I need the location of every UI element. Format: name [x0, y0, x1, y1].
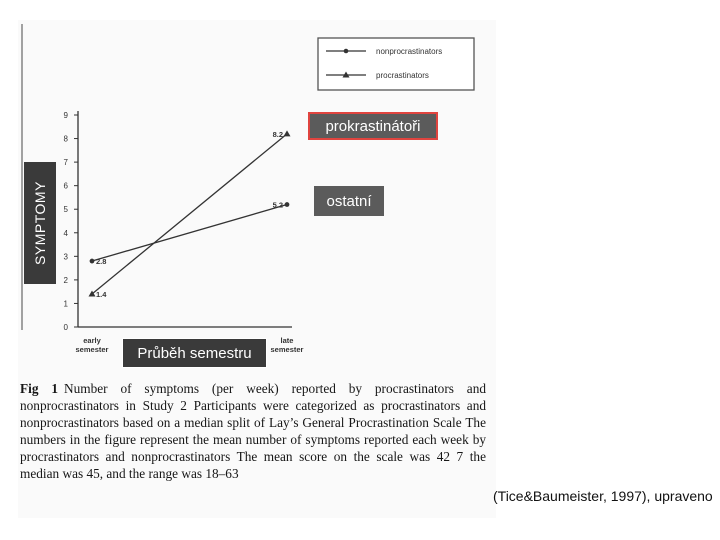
data-point-nonprocrastinators: [285, 202, 290, 207]
y-tick-label: 7: [63, 158, 68, 168]
data-label: 8.2: [272, 129, 283, 139]
y-tick-label: 0: [63, 323, 68, 332]
others-overlay-text: ostatní: [326, 192, 372, 210]
y-tick-label: 5: [63, 205, 68, 215]
y-tick-label: 6: [63, 181, 68, 191]
data-label: 2.8: [96, 257, 107, 267]
others-overlay-label: [314, 186, 384, 216]
x-axis-overlay-text: Průběh semestru: [137, 344, 252, 362]
figure-caption: [20, 380, 486, 482]
data-label: 1.4: [96, 290, 107, 300]
y-tick-labels: [64, 111, 78, 332]
legend-label-nonprocrastinators: nonprocrastinators: [376, 47, 443, 56]
y-tick-label: 2: [63, 275, 68, 285]
chart-series: [89, 130, 291, 296]
y-tick-label: 4: [63, 228, 68, 238]
data-label: 5.2: [272, 200, 283, 210]
x-category-label: late semester: [270, 336, 304, 354]
y-axis-overlay-text: SYMPTOMY: [32, 181, 48, 265]
series-line-nonprocrastinators: [92, 205, 287, 262]
x-axis-overlay-label: [122, 338, 267, 368]
y-axis-overlay-label: [24, 162, 56, 284]
procrastinators-overlay-text: prokrastinátoři: [325, 117, 421, 135]
data-point-procrastinators: [284, 130, 291, 136]
y-tick-label: 8: [63, 134, 68, 144]
source-citation: (Tice&Baumeister, 1997), upraveno: [493, 488, 713, 504]
y-tick-label: 1: [63, 299, 68, 309]
data-point-nonprocrastinators: [90, 259, 95, 264]
legend-label-procrastinators: procrastinators: [376, 71, 429, 80]
figure-caption-text: Number of symptoms (per week) reported by procrastinators and nonprocrastinators in Study 2 Participants were categorized as procrastinators and nonprocrastinators based on a median split of Lay’s General Procrastination Scale The numbers in the figure represent the mean number of symptoms reported each week by procrastinators and nonprocrastinators The mean score on the scale was 42 7 the median was 45, and the range was 18–63: [20, 381, 486, 481]
chart-legend: [318, 38, 474, 90]
chart-axes: [78, 111, 292, 327]
x-category-label: early semester: [75, 336, 109, 354]
y-tick-label: 9: [63, 111, 68, 120]
y-tick-label: 3: [63, 252, 68, 262]
procrastinators-overlay-label: [308, 112, 438, 140]
series-line-procrastinators: [92, 134, 287, 294]
figure-number: Fig 1: [20, 381, 58, 396]
